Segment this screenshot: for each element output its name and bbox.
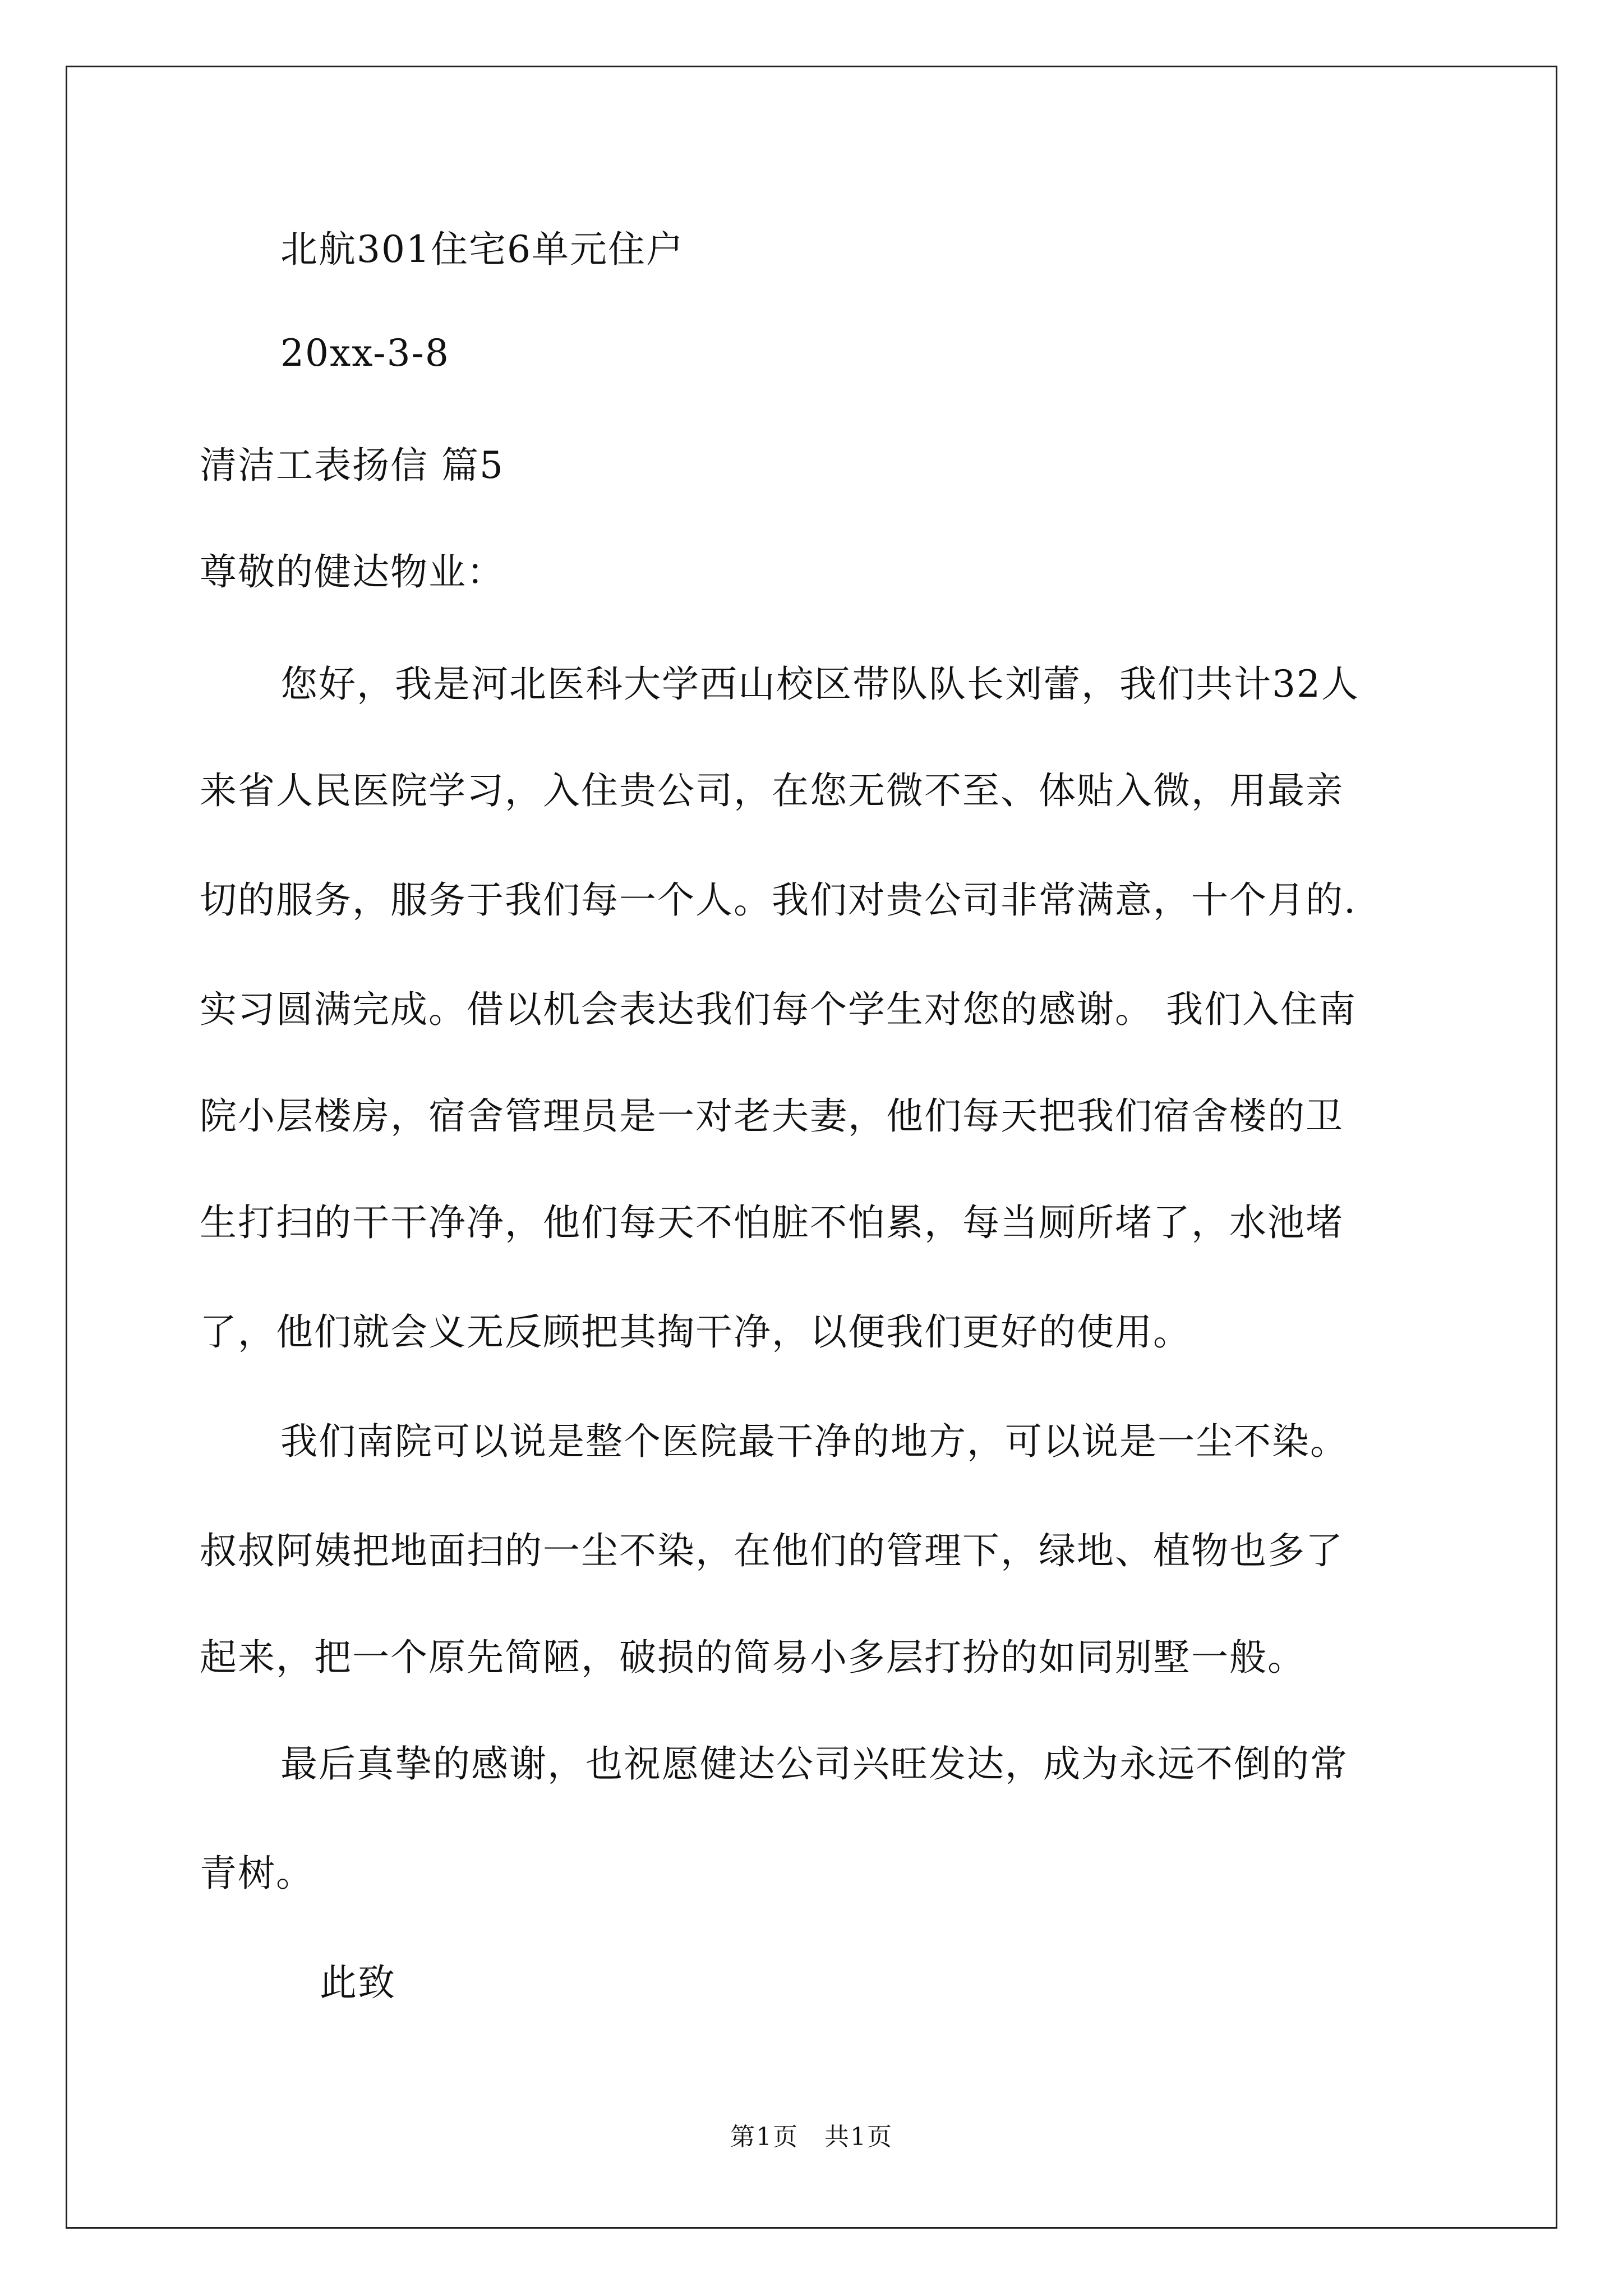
paragraph-2-line-1: 我们南院可以说是整个医院最干净的地方，可以说是一尘不染。 [280, 1420, 1348, 1463]
paragraph-1-line-2: 来省人民医院学习，入住贵公司，在您无微不至、体贴入微，用最亲 [200, 769, 1344, 812]
section-title: 清洁工表扬信 篇5 [200, 444, 504, 487]
paragraph-1-line-4: 实习圆满完成。借以机会表达我们每个学生对您的感谢。 我们入住南 [200, 988, 1357, 1031]
paragraph-1-line-5: 院小层楼房，宿舍管理员是一对老夫妻，他们每天把我们宿舍楼的卫 [200, 1094, 1344, 1138]
salutation: 尊敬的健达物业： [200, 550, 505, 593]
paragraph-2-line-3: 起来，把一个原先简陋，破损的简易小多层打扮的如同别墅一般。 [200, 1636, 1306, 1679]
page-border [66, 66, 1557, 2229]
paragraph-1-line-1: 您好，我是河北医科大学西山校区带队队长刘蕾，我们共计32人 [280, 662, 1359, 706]
paragraph-1-line-3: 切的服务，服务于我们每一个人。我们对贵公司非常满意，十个月的. [200, 878, 1357, 922]
date-line: 20xx-3-8 [280, 332, 450, 375]
paragraph-1-line-6: 生打扫的干干净净，他们每天不怕脏不怕累，每当厕所堵了，水池堵 [200, 1201, 1344, 1244]
closing: 此致 [320, 1961, 396, 2004]
paragraph-2-line-2: 叔叔阿姨把地面扫的一尘不染，在他们的管理下，绿地、植物也多了 [200, 1529, 1344, 1572]
residence-line: 北航301住宅6单元住户 [280, 228, 684, 271]
paragraph-3-line-1: 最后真挚的感谢，也祝愿健达公司兴旺发达，成为永远不倒的常 [280, 1742, 1348, 1786]
page-footer: 第1页 共1页 [730, 2123, 893, 2151]
paragraph-1-line-7: 了，他们就会义无反顾把其掏干净，以便我们更好的使用。 [200, 1310, 1191, 1354]
paragraph-3-line-2: 青树。 [200, 1852, 314, 1895]
